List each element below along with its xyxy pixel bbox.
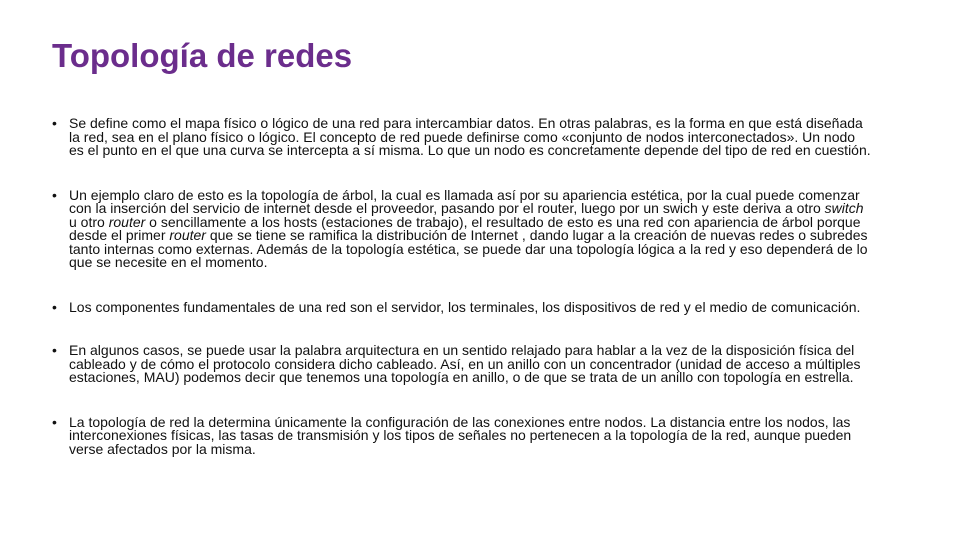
bullet-text-segment: router (169, 227, 206, 243)
bullet-marker: • (52, 115, 57, 131)
bullet-marker: • (52, 186, 57, 203)
bullet-text-segment: u otro (69, 213, 109, 230)
bullet-item (52, 186, 872, 270)
bullet-list (52, 117, 872, 456)
bullet-item (52, 413, 872, 457)
bullet-item (52, 117, 872, 158)
bullet-marker: • (52, 413, 57, 430)
bullet-text-segment: o sencillamente a los hosts (estaciones de trabajo), el resultado de esto es una red con apariencia de árbol porque desde el primer (69, 213, 861, 243)
bullet-text-segment: La topología de red la determina únicamente la configuración de las conexiones entre nodos. La distancia entre los nodos, las interconexiones físicas, las tasas de transmisión y los tipos de señales no pertenecen a la topología de la red, aunque pueden verse afectados por la misma. (69, 413, 852, 457)
bullet-text-segment: Los componentes fundamentales de una red son el servidor, los terminales, los dispositivos de red y el medio de comunicación. (69, 298, 861, 315)
bullet-text-segment: router (108, 213, 146, 230)
bullet-text-segment: Un ejemplo claro de esto es la topología de árbol, la cual es llamada así por su apariencia estética, por la cual puede comenzar con la inserción del servicio de internet desde el proveedor, pasando por el router, luego por un swich y este deriva a otro (69, 186, 860, 216)
bullet-item (52, 298, 872, 315)
bullet-text-segment: switch (824, 200, 864, 216)
bullet-marker: • (52, 342, 57, 358)
bullet-text-segment: Se define como el mapa físico o lógico de una red para intercambiar datos. En otras palabras, es la forma en que está diseñada la red, sea en el plano físico o lógico. El concepto de red puede definirse como «conjunto de nodos interconectados». Un nodo es el punto en el que una curva se intercepta a sí misma. Lo que un nodo es concretamente depende del tipo de red en cuestión. (69, 115, 871, 158)
bullet-text-segment: En algunos casos, se puede usar la palabra arquitectura en un sentido relajado para hablar a la vez de la disposición física del cableado y de cómo el protocolo considera dicho cableado. Así, en un anillo con un concentrador (unidad de acceso a múltiples estaciones, MAU) podemos decir que tenemos una topología en anillo, o de que se trata de un anillo con topología en estrella. (69, 342, 861, 385)
bullet-item (52, 344, 872, 385)
slide-title: Topología de redes (52, 37, 353, 74)
bullet-text-segment: que se tiene se ramifica la distribución de Internet , dando lugar a la creación de nuevas redes o subredes tanto internas como externas. Además de la topología estética, se puede dar una topología lógica a la red y eso dependerá de lo que se necesite en el momento. (69, 227, 868, 270)
bullet-marker: • (52, 298, 57, 315)
